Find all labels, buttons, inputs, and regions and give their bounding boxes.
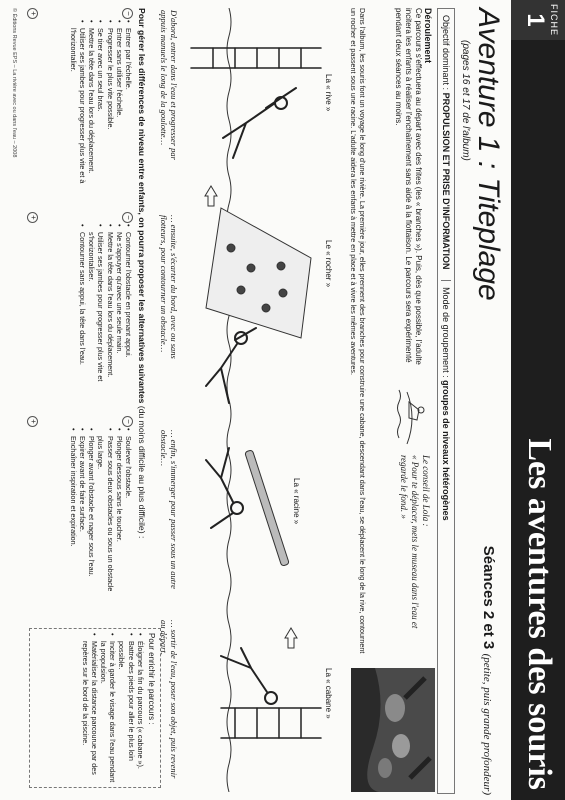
list-item: • Enchaîner inspiration et expiration.: [69, 428, 78, 606]
list-item: • Se tirer avec un seul bras.: [96, 20, 105, 198]
caption-3: … enfin, s'immerger pour passer sous un autre obstacle…: [159, 430, 179, 589]
list-item: • Mettre la tête dans l'eau lors du déplacement.: [105, 224, 114, 402]
seances-note: (petite, puis grande profondeur): [481, 653, 493, 795]
plus-icon: +: [27, 8, 38, 19]
caption-4: … sortir de l'eau, poser son objet, puis revenir au départ.: [159, 620, 179, 779]
caption-1: D'abord, entrer dans l'eau et progresser par appuis manuels le long de la goulotte…: [159, 10, 179, 160]
list-item: • Contourner sans appui, la tête dans l'eau.: [78, 224, 87, 402]
objective-bar: [437, 8, 455, 794]
illustration: [183, 8, 341, 792]
list-item: • Progresser le plus vite possible.: [105, 20, 114, 198]
label-rocher: Le « rocher »: [324, 240, 333, 288]
page-ref: (pages 16 et 17 de l'album): [460, 40, 471, 161]
conseil-title: Le conseil de Lola :: [421, 455, 431, 527]
list-item: • Éloigner la fin du parcours (« cabane »).: [136, 633, 145, 783]
conseil-drawing: [391, 388, 433, 448]
deroulement-text: Ce parcours s'effectuera au départ avec des frites (les « branches »). Puis, dès que possible, l'adulte incitera les enfants à réaliser l'enchaînement sans aide à la flottaison. Le parcours sera expérimenté pendant deux séances au moins.: [394, 8, 423, 365]
objective-prefix: Objectif dominant :: [441, 15, 451, 91]
list-item: • Plonger avant l'obstacle et nager sous l'eau.: [87, 428, 96, 606]
minus-icon: −: [122, 212, 133, 223]
seances-label: Séances 2 et 3: [480, 545, 497, 650]
seances: [479, 470, 497, 795]
minus-icon: −: [122, 416, 133, 427]
gerer-heading-b: on pourra proposer les alternatives suivantes: [137, 217, 147, 404]
gerer-heading: [136, 8, 147, 628]
list-item: • Soulever l'obstacle.: [124, 428, 133, 606]
grouping-value: groupes de niveaux hétérogènes: [441, 380, 451, 521]
caption-2: … ensuite, s'écarter du bord, avec ou sans flotteurs, pour contourner un obstacle…: [159, 215, 179, 359]
list-item: • Expirer avant de faire surface.: [78, 428, 87, 606]
plus-icon: +: [27, 416, 38, 427]
banner-title: Les aventures des souris: [521, 438, 558, 790]
deroulement: [393, 8, 433, 376]
story-text: Dans l'album, les souris font un voyage le long d'une rivière. La première jour, elles prennent des branches pour construire une cabane, descendant dans l'eau, se déplacent le long de la rive, contournent un rocher et passent sous une racine. L'adulte aidera les enfants à mettre en place et à vivre les mêmes aventures.: [348, 8, 367, 654]
gerer-list-1: [69, 20, 133, 198]
enrichir-box: [29, 628, 161, 788]
label-rive: La « rive »: [324, 74, 333, 112]
plus-icon: +: [27, 212, 38, 223]
fiche-number: 1: [522, 13, 549, 27]
title-text: Aventure 1 : Titeplage: [472, 8, 505, 301]
list-item: • Battre des pieds pour aller le plus loin possible.: [117, 633, 135, 783]
gerer-heading-a: Pour gérer les différences de niveau entre enfants,: [137, 8, 147, 215]
list-item: • Plonger dessous sans le toucher.: [115, 428, 124, 606]
fiche-tab: [511, 0, 565, 40]
enrichir-heading: Pour enrichir le parcours :: [147, 633, 156, 725]
list-item: • Inciter à garder le visage dans l'eau pendant la propulsion.: [99, 633, 117, 783]
list-item: • Utiliser ses jambes pour progresser plus vite et à l'horizontalier.: [69, 20, 87, 198]
label-racine: La « racine »: [292, 478, 301, 525]
list-item: • Ne s'appuyer qu'avec une seule main.: [115, 224, 124, 402]
enrichir-list: [80, 633, 144, 783]
list-item: • Matérialiser la distance parcourue par des repères sur le bord de la piscine.: [80, 633, 98, 783]
fiche-label: FICHE: [549, 4, 559, 36]
list-item: • Entrer sans utiliser l'échelle.: [115, 20, 124, 198]
gerer-col-1: [27, 8, 133, 198]
objective-value: PROPULSION ET PRISE D'INFORMATION: [441, 92, 451, 270]
footer: © Éditions Revue EPS – La rivière avec ou dans l'eau – 2008: [11, 8, 17, 158]
list-item: • Entrer par l'échelle.: [124, 20, 133, 198]
list-item: • Utiliser ses jambes pour progresser plus vite et s'horizontaliser.: [87, 224, 105, 402]
gerer-list-3: [69, 428, 133, 606]
conseil: [398, 455, 431, 655]
minus-icon: −: [122, 8, 133, 19]
conseil-text: « Pour te déplacer, mets le museau dans l'eau et regarde le fond. »: [399, 455, 420, 629]
gerer-heading-c: (du moins difficile au plus difficile) :: [137, 405, 147, 539]
deroulement-heading: Déroulement: [423, 8, 433, 64]
page-title: [471, 8, 505, 448]
list-item: • Passer sous deux obstacles ou sous un obstacle plus large.: [96, 428, 114, 606]
grouping-prefix: Mode de groupement :: [441, 280, 451, 378]
list-item: • Mettre la tête dans l'eau lors du déplacement.: [87, 20, 96, 198]
gerer-col-2: [27, 212, 133, 402]
label-cabane: La « cabane »: [324, 668, 333, 719]
list-item: • Contourner l'obstacle en prenant appui.: [124, 224, 133, 402]
album-picture: [351, 668, 435, 792]
gerer-col-3: [27, 416, 133, 606]
gerer-list-2: [78, 224, 133, 402]
